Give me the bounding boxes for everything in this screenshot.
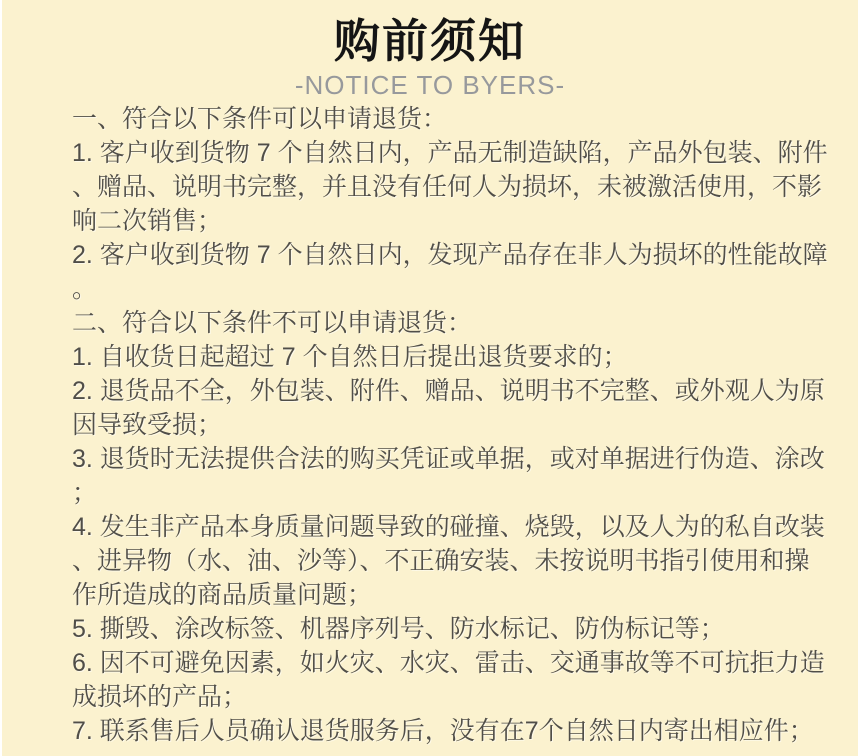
- notice-line: 作所造成的商品质量问题；: [72, 581, 373, 609]
- page-title: 购前须知: [334, 15, 526, 67]
- notice-line: 1. 自收货日起超过 7 个自然日后提出退货要求的；: [72, 343, 628, 371]
- notice-line: 3. 退货时无法提供合法的购买凭证或单据，或对单据进行伪造、涂改: [72, 445, 825, 473]
- notice-line: 成损坏的产品；: [72, 683, 248, 711]
- notice-line: 5. 撕毁、涂改标签、机器序列号、防水标记、防伪标记等；: [72, 615, 725, 643]
- notice-line: 一、符合以下条件可以申请退货：: [72, 105, 448, 133]
- notice-line: 二、符合以下条件不可以申请退货：: [72, 309, 473, 337]
- notice-line: 2. 退货品不全，外包装、附件、赠品、说明书不完整、或外观人为原: [72, 377, 825, 405]
- notice-line: 、赠品、说明书完整，并且没有任何人为损坏，未被激活使用，不影: [72, 173, 823, 201]
- notice-line: ；: [72, 479, 98, 507]
- notice-line: 、进异物（水、油、沙等）、不正确安装、未按说明书指引使用和操: [72, 547, 810, 575]
- notice-line: 响二次销售；: [72, 207, 223, 235]
- notice-line: 2. 客户收到货物 7 个自然日内，发现产品存在非人为损坏的性能故障: [72, 241, 828, 269]
- notice-line: 7. 联系售后人员确认退货服务后，没有在7个自然日内寄出相应件；: [72, 717, 814, 745]
- page-subtitle: -NOTICE TO BYERS-: [294, 70, 566, 100]
- notice-line: 1. 客户收到货物 7 个自然日内，产品无制造缺陷，产品外包装、附件: [72, 139, 828, 167]
- notice-body: [72, 102, 852, 748]
- notice-line: 6. 因不可避免因素，如火灾、水灾、雷击、交通事故等不可抗拒力造: [72, 649, 825, 677]
- notice-line: 。: [72, 275, 98, 303]
- notice-line: 因导致受损；: [72, 411, 223, 439]
- notice-line: 4. 发生非产品本身质量问题导致的碰撞、烧毁，以及人为的私自改装: [72, 513, 825, 541]
- notice-panel: [2, 0, 858, 756]
